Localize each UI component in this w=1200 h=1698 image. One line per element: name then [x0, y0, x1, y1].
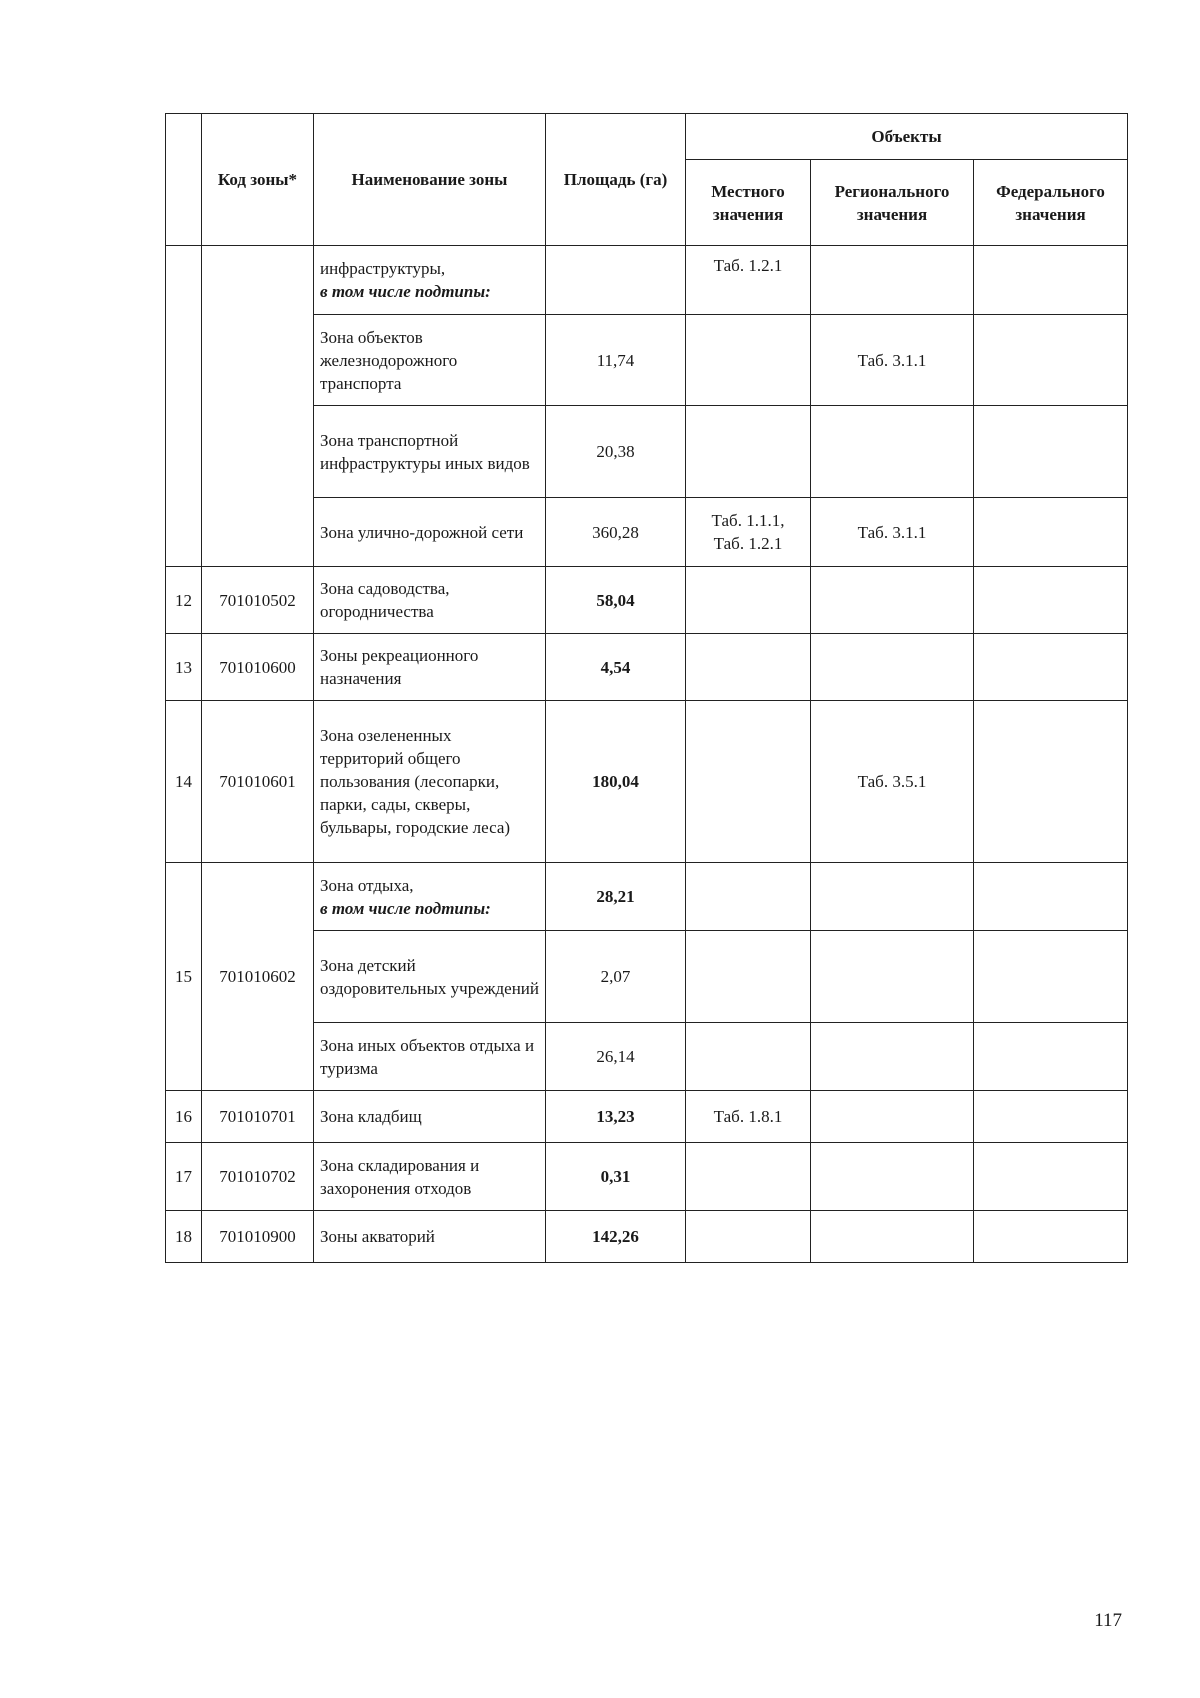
- local-objects: [686, 701, 811, 863]
- local-objects: [686, 863, 811, 931]
- regional-objects: [811, 567, 974, 634]
- zone-area: 13,23: [546, 1091, 686, 1143]
- table-row: [166, 1143, 1128, 1211]
- table-row: [166, 1091, 1128, 1143]
- federal-objects: [974, 634, 1128, 701]
- zones-table: [165, 113, 1128, 1263]
- row-num-cell: [166, 246, 202, 567]
- zone-code: 701010900: [202, 1211, 314, 1263]
- federal-objects: [974, 931, 1128, 1023]
- federal-objects: [974, 863, 1128, 931]
- local-ref-1: Таб. 1.1.1,: [711, 511, 785, 530]
- zone-code: 701010601: [202, 701, 314, 863]
- zone-area: 11,74: [546, 315, 686, 406]
- table-row: [166, 567, 1128, 634]
- regional-objects: Таб. 3.1.1: [811, 315, 974, 406]
- page-number: 117: [1094, 1610, 1122, 1631]
- zone-name-text: инфраструктуры,: [320, 259, 446, 278]
- table-row: [166, 863, 1128, 931]
- zone-area: 4,54: [546, 634, 686, 701]
- table-row: [166, 1211, 1128, 1263]
- federal-objects: [974, 1023, 1128, 1091]
- header-area: Площадь (га): [546, 114, 686, 246]
- zone-name: Зона детский оздоровительных учреждений: [314, 931, 546, 1023]
- regional-objects: Таб. 3.1.1: [811, 498, 974, 567]
- zone-area: 142,26: [546, 1211, 686, 1263]
- zone-name: Зона транспортной инфраструктуры иных видов: [314, 406, 546, 498]
- zone-code: 701010602: [202, 863, 314, 1091]
- zone-area: 26,14: [546, 1023, 686, 1091]
- local-objects: [686, 567, 811, 634]
- zone-subtypes-note: в том числе подтипы:: [320, 898, 491, 918]
- zone-code: 701010600: [202, 634, 314, 701]
- local-objects: [686, 1143, 811, 1211]
- zone-name: Зона объектов железнодорожного транспорта: [314, 315, 546, 406]
- header-code: Код зоны*: [202, 114, 314, 246]
- zone-name-text: Зона отдыха,: [320, 875, 414, 895]
- table-row: [166, 634, 1128, 701]
- local-objects: [686, 406, 811, 498]
- local-objects: [686, 634, 811, 701]
- zone-name: Зона улично-дорожной сети: [314, 498, 546, 567]
- zone-area: 0,31: [546, 1143, 686, 1211]
- federal-objects: [974, 1211, 1128, 1263]
- zone-name: Зона озелененных территорий общего пользования (лесопарки, парки, сады, скверы, бульвары, городские леса): [314, 701, 546, 863]
- zone-name: Зоны акваторий: [314, 1211, 546, 1263]
- row-num: 17: [166, 1143, 202, 1211]
- federal-objects: [974, 1143, 1128, 1211]
- local-objects: [686, 498, 811, 567]
- local-objects: [686, 1023, 811, 1091]
- zone-name: Зона садоводства, огородничества: [314, 567, 546, 634]
- regional-objects: [811, 246, 974, 315]
- regional-objects: [811, 1143, 974, 1211]
- zone-area: 28,21: [546, 863, 686, 931]
- table-row: [166, 246, 1128, 315]
- zone-area: 180,04: [546, 701, 686, 863]
- row-num: 12: [166, 567, 202, 634]
- header-regional: Регионального значения: [811, 160, 974, 246]
- header-name: Наименование зоны: [314, 114, 546, 246]
- zone-name: Зона иных объектов отдыха и туризма: [314, 1023, 546, 1091]
- zone-area: 2,07: [546, 931, 686, 1023]
- zone-area: 58,04: [546, 567, 686, 634]
- federal-objects: [974, 498, 1128, 567]
- zone-area: 360,28: [546, 498, 686, 567]
- regional-objects: [811, 634, 974, 701]
- row-num: 15: [166, 863, 202, 1091]
- regional-objects: [811, 1023, 974, 1091]
- row-num: 18: [166, 1211, 202, 1263]
- row-code-cell: [202, 246, 314, 567]
- zone-name: Зона складирования и захоронения отходов: [314, 1143, 546, 1211]
- regional-objects: [811, 1091, 974, 1143]
- zone-name: [314, 863, 546, 931]
- zone-area: [546, 246, 686, 315]
- local-objects: [686, 315, 811, 406]
- zone-subtypes-note: в том числе подтипы:: [320, 282, 491, 301]
- header-row-1: [166, 114, 1128, 160]
- regional-objects: [811, 863, 974, 931]
- federal-objects: [974, 246, 1128, 315]
- regional-objects: [811, 406, 974, 498]
- local-objects: Таб. 1.2.1: [686, 246, 811, 315]
- federal-objects: [974, 406, 1128, 498]
- regional-objects: [811, 1211, 974, 1263]
- header-num: [166, 114, 202, 246]
- row-num: 13: [166, 634, 202, 701]
- header-objects: Объекты: [686, 114, 1128, 160]
- regional-objects: [811, 931, 974, 1023]
- federal-objects: [974, 567, 1128, 634]
- row-num: 16: [166, 1091, 202, 1143]
- zone-name: Зоны рекреационного назначения: [314, 634, 546, 701]
- regional-objects: Таб. 3.5.1: [811, 701, 974, 863]
- table-row: [166, 701, 1128, 863]
- federal-objects: [974, 315, 1128, 406]
- zone-name: [314, 246, 546, 315]
- zone-code: 701010502: [202, 567, 314, 634]
- local-objects: [686, 1211, 811, 1263]
- federal-objects: [974, 701, 1128, 863]
- header-federal: Федерального значения: [974, 160, 1128, 246]
- zone-code: 701010702: [202, 1143, 314, 1211]
- row-num: 14: [166, 701, 202, 863]
- zone-area: 20,38: [546, 406, 686, 498]
- federal-objects: [974, 1091, 1128, 1143]
- local-objects: Таб. 1.8.1: [686, 1091, 811, 1143]
- local-objects: [686, 931, 811, 1023]
- header-local: Местного значения: [686, 160, 811, 246]
- zone-code: 701010701: [202, 1091, 314, 1143]
- local-ref-2: Таб. 1.2.1: [713, 534, 783, 553]
- zone-name: Зона кладбищ: [314, 1091, 546, 1143]
